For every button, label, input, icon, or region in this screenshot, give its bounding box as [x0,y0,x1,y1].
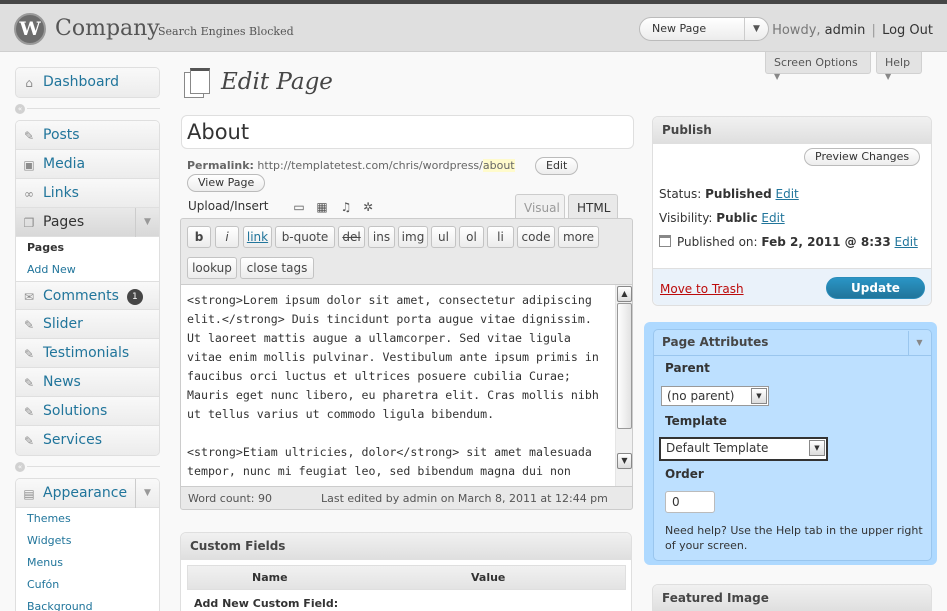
published-on-edit-link[interactable]: Edit [894,235,918,249]
textarea-scrollbar[interactable] [615,285,632,486]
chevron-down-icon[interactable]: ▼ [908,331,930,355]
collapse-arrow-icon[interactable]: « [15,462,25,472]
column-header-name: Name [252,571,288,584]
menu-item-news[interactable] [16,368,159,397]
menu-item-pages[interactable] [16,208,159,237]
permalink-base: http://templatetest.com/chris/wordpress/ [257,159,483,172]
pages-icon: ❐ [23,216,35,230]
add-custom-field-label: Add New Custom Field: [194,597,339,610]
username-link[interactable]: admin [824,23,866,38]
menu-group-content [15,120,160,456]
menu-item-appearance[interactable] [16,479,159,508]
quicktag-ul-button[interactable]: ul [431,226,456,248]
submenu-item-widgets[interactable]: Widgets [27,534,72,547]
admin-header [0,0,947,52]
collapse-arrow-icon[interactable]: « [15,104,25,114]
menu-item-links[interactable] [16,179,159,208]
menu-item-label[interactable]: Services [43,432,103,448]
submenu-item-menus[interactable]: Menus [27,556,63,569]
update-button[interactable]: Update [826,277,925,299]
permalink-edit-button[interactable]: Edit [535,157,578,175]
speech-bubble-icon: ✉ [23,290,35,304]
content-text[interactable]: <strong>Lorem ipsum dolor sit amet, consectetur adipiscing elit.</strong> Duis tincidunt porta augue vitae dignissim. Ut laoreet mattis augue a ullamcorper. Sed vitae ligula vitae enim mollis pulvinar. Vestibulum ante ipsum primis in faucibus orci luctus et ultrices posuere cubilia Curae; Mauris eget nunc libero, eu pharetra elit. Cras mollis nibh ut tellus varius ut commodo ligula bibendum. <strong>Etiam ultricies, dolor</strong> sit amet malesuada tempor, nunc mi feugiat leo, sed bibendum magna dui non [187,293,599,478]
menu-item-dashboard[interactable] [16,68,159,97]
scrollbar-thumb[interactable] [617,303,632,429]
quicktag-code-button[interactable]: code [517,226,555,248]
menu-item-posts[interactable] [16,121,159,150]
menu-item-comments[interactable] [16,281,159,310]
menu-item-label[interactable]: Links [43,185,79,201]
appearance-submenu [16,508,159,611]
logout-link[interactable]: Log Out [882,23,933,38]
template-select[interactable] [659,437,828,461]
submenu-item-background[interactable]: Background [27,600,93,611]
submenu-item-add-new[interactable]: Add New [27,263,76,276]
pushpin-icon: ✎ [23,405,35,419]
column-header-value: Value [471,571,506,584]
published-on-line [677,235,918,249]
chevron-down-icon[interactable]: ▼ [751,388,767,404]
parent-select[interactable] [661,386,769,406]
menu-group-dashboard [15,67,160,98]
custom-fields-title[interactable]: Custom Fields [181,533,631,560]
page-title: Edit Page [221,69,333,95]
comment-count-badge: 1 [127,289,143,305]
quicktag-img-button[interactable]: img [398,226,428,248]
template-label: Template [665,414,727,428]
favorite-action-label[interactable]: New Page [652,22,707,35]
template-select-value[interactable]: Default Template [666,441,769,455]
content-textarea[interactable] [181,284,632,487]
user-info [772,23,933,38]
pushpin-icon: ✎ [23,318,35,332]
home-icon: ⌂ [25,76,33,90]
scroll-down-icon[interactable]: ▼ [617,453,632,469]
quicktag-del-button[interactable]: del [338,226,365,248]
quicktag-blockquote-button[interactable]: b-quote [275,226,335,248]
quicktag-link-button[interactable]: link [243,226,272,248]
howdy-text: Howdy, [772,23,821,38]
quicktag-italic-button[interactable]: i [215,226,239,248]
admin-menu [15,67,160,611]
featured-image-title[interactable]: Featured Image [653,585,931,611]
upload-insert-label: Upload/Insert [188,199,269,213]
edit-page-icon [184,68,212,98]
media-icon: ▣ [23,158,35,172]
add-audio-icon[interactable]: ♫ [340,200,352,214]
visibility-line [659,211,785,225]
pushpin-icon: ✎ [23,434,35,448]
chevron-down-icon: ▼ [774,72,781,81]
quicktag-bold-button[interactable]: b [187,226,211,248]
menu-item-label[interactable] [43,288,143,305]
last-edited: Last edited by admin on March 8, 2011 at 12:44 pm [321,492,608,505]
menu-separator[interactable] [15,98,160,120]
chevron-down-icon: ▼ [885,72,892,81]
visibility-edit-link[interactable]: Edit [761,211,785,225]
appearance-icon: ▤ [23,487,35,501]
add-media-icon[interactable]: ✲ [362,200,374,214]
menu-item-services[interactable] [16,426,159,455]
chevron-down-icon[interactable]: ▼ [744,18,768,40]
chain-link-icon: ∞ [24,187,34,201]
submenu-item-pages[interactable]: Pages [27,241,65,254]
menu-item-label[interactable]: Pages [43,214,85,230]
status-label: Status: [659,187,702,201]
status-edit-link[interactable]: Edit [775,187,799,201]
submenu-item-cufon[interactable]: Cufón [27,578,60,591]
menu-item-label[interactable]: Dashboard [43,74,119,90]
tab-visual[interactable]: Visual [515,194,565,219]
publish-title[interactable]: Publish [653,117,931,144]
privacy-notice[interactable]: Search Engines Blocked [158,25,294,38]
menu-group-appearance [15,478,160,611]
site-title[interactable]: Company [55,16,160,41]
menu-item-media[interactable] [16,150,159,179]
preview-changes-button[interactable]: Preview Changes [804,148,920,166]
menu-item-label[interactable]: Appearance [43,485,128,501]
comments-label[interactable]: Comments [43,288,119,304]
screen-options-tab[interactable] [765,52,871,81]
page-attributes-title[interactable]: Page Attributes [653,329,932,356]
tab-html[interactable]: HTML [568,194,618,219]
order-label: Order [665,467,704,481]
published-on-value: Feb 2, 2011 @ 8:33 [761,235,891,249]
quicktag-ol-button[interactable]: ol [459,226,484,248]
order-input[interactable]: 0 [665,491,715,513]
published-on-label: Published on: [677,235,758,249]
permalink-label: Permalink: [187,159,254,172]
permalink [187,159,515,172]
move-to-trash-link[interactable]: Move to Trash [660,282,744,296]
menu-item-label[interactable]: News [43,374,81,390]
quicktag-li-button[interactable]: li [487,226,514,248]
add-image-icon[interactable]: ▭ [293,200,305,214]
chevron-down-icon[interactable]: ▼ [135,208,159,237]
screen-options-label[interactable]: Screen Options [774,56,858,69]
custom-fields-table-header [187,565,626,590]
menu-item-slider[interactable] [16,310,159,339]
menu-separator[interactable] [15,456,160,478]
favorite-actions-dropdown[interactable] [639,17,769,41]
parent-select-value[interactable]: (no parent) [667,389,735,403]
status-value: Published [705,187,772,201]
custom-fields-box [180,532,632,611]
add-video-icon[interactable]: ▦ [316,200,328,214]
menu-item-label[interactable]: Solutions [43,403,108,419]
menu-item-label[interactable]: Slider [43,316,83,332]
menu-item-label[interactable]: Media [43,156,86,172]
menu-item-label[interactable]: Testimonials [43,345,130,361]
submenu-item-themes[interactable]: Themes [27,512,71,525]
help-label[interactable]: Help [885,56,911,69]
view-page-button[interactable]: View Page [187,174,265,192]
page-attributes-help: Need help? Use the Help tab in the upper right of your screen. [665,524,923,552]
wordpress-logo-icon: W [14,13,46,45]
title-input-value[interactable]: About [187,120,250,144]
help-tab[interactable] [876,52,922,81]
word-count: Word count: 90 [188,492,273,505]
menu-item-label[interactable]: Posts [43,127,80,143]
quicktag-close-tags-button[interactable]: close tags [240,257,314,279]
pushpin-icon: ✎ [23,129,35,143]
status-line [659,187,799,201]
pushpin-icon: ✎ [23,376,35,390]
quicktag-ins-button[interactable]: ins [368,226,395,248]
visibility-label: Visibility: [659,211,713,225]
scroll-up-icon[interactable]: ▲ [617,286,632,302]
menu-item-solutions[interactable] [16,397,159,426]
calendar-icon [659,235,671,247]
visibility-value: Public [716,211,758,225]
chevron-down-icon[interactable]: ▼ [809,440,825,456]
quicktag-more-button[interactable]: more [558,226,599,248]
title-field[interactable] [181,115,634,149]
menu-item-testimonials[interactable] [16,339,159,368]
quicktag-lookup-button[interactable]: lookup [187,257,237,279]
chevron-down-icon[interactable]: ▼ [135,479,159,508]
pages-submenu [16,237,159,281]
parent-label: Parent [665,361,710,375]
featured-image-box [652,584,932,611]
separator: | [871,23,876,38]
permalink-slug[interactable]: about [482,159,515,172]
pushpin-icon: ✎ [23,347,35,361]
